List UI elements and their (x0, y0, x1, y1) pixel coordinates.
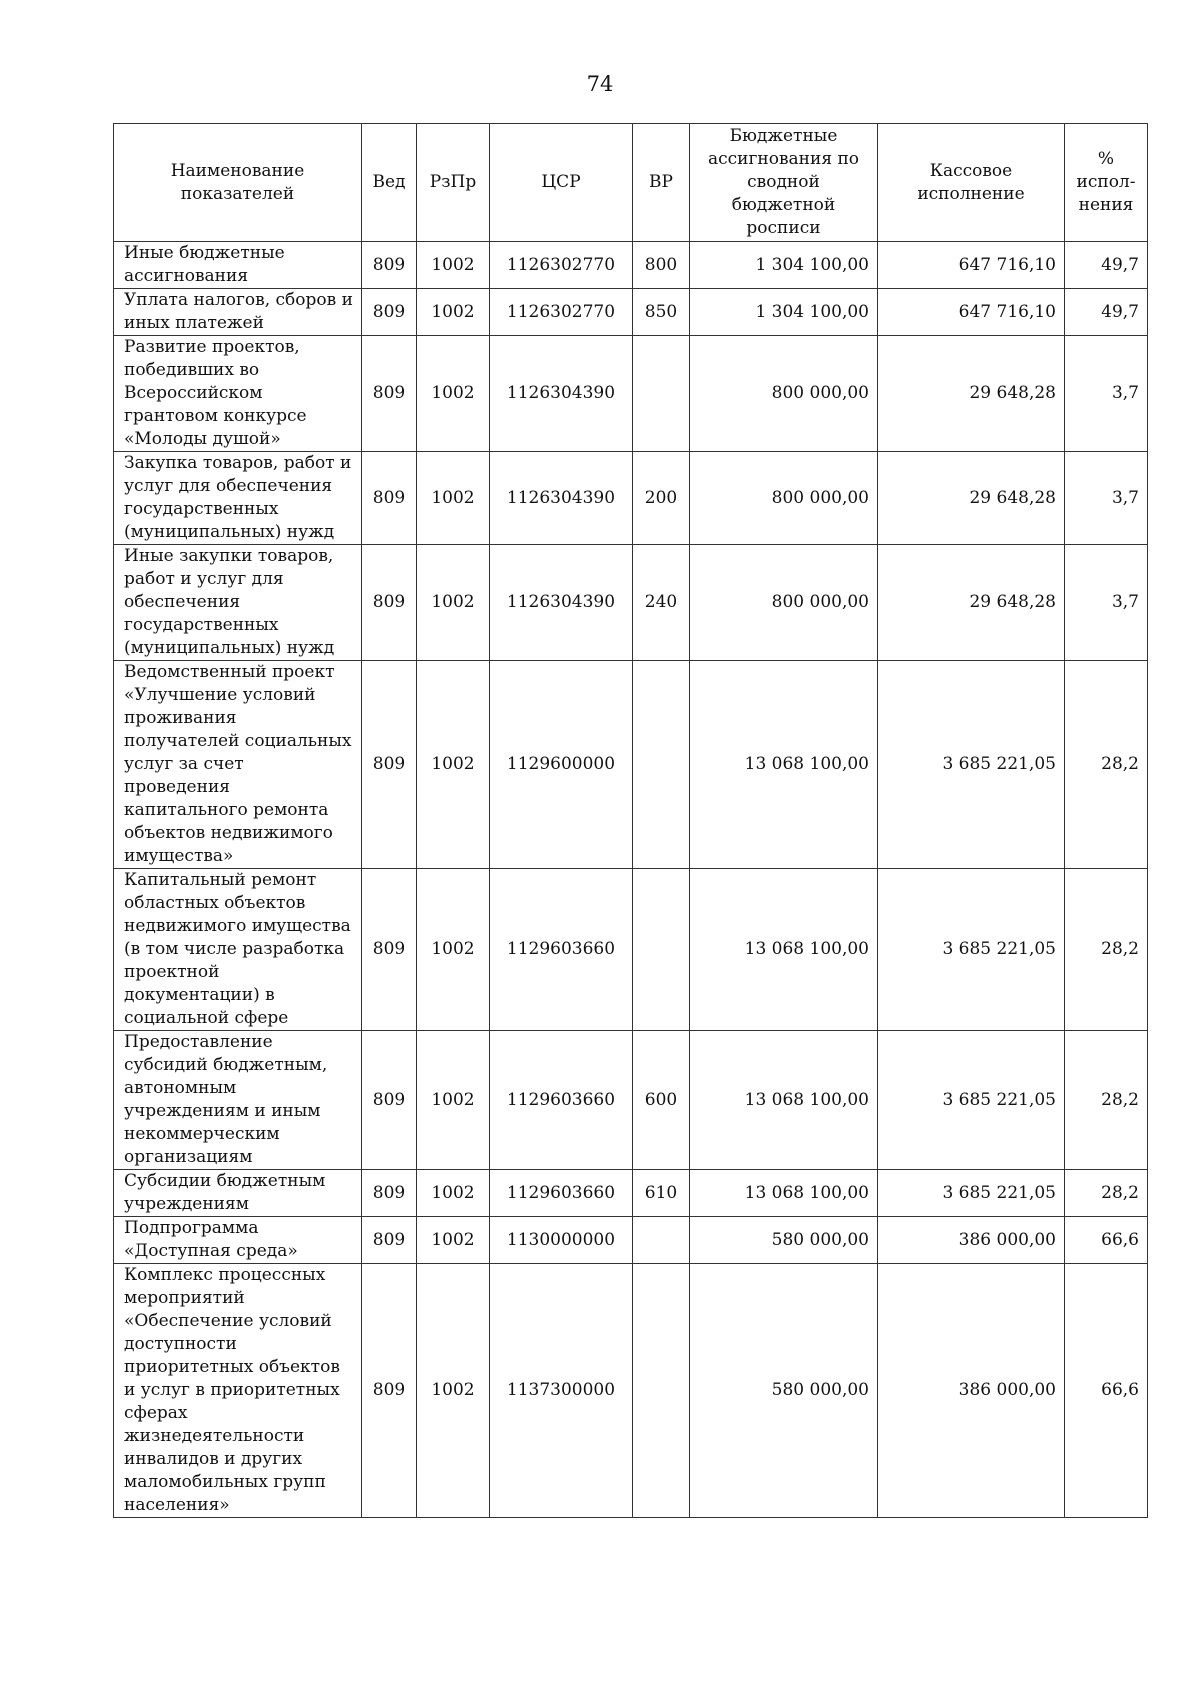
cell-vr (633, 661, 690, 869)
cell-csr: 1126304390 (490, 545, 633, 661)
cell-csr: 1126304390 (490, 452, 633, 545)
cell-name: Иные закупки товаров, работ и услуг для обеспечения государственных (муниципальных) нужд (114, 545, 362, 661)
header-csr: ЦСР (490, 124, 633, 242)
table-row (114, 1217, 1148, 1264)
cell-percent: 49,7 (1065, 242, 1148, 289)
table-row (114, 289, 1148, 336)
cell-ved: 809 (362, 869, 417, 1031)
cell-allocations: 580 000,00 (690, 1264, 878, 1518)
cell-percent: 3,7 (1065, 336, 1148, 452)
cell-csr: 1129603660 (490, 869, 633, 1031)
cell-allocations: 580 000,00 (690, 1217, 878, 1264)
cell-cash: 647 716,10 (878, 289, 1065, 336)
cell-percent: 3,7 (1065, 545, 1148, 661)
cell-cash: 29 648,28 (878, 545, 1065, 661)
cell-rzpr: 1002 (417, 661, 490, 869)
cell-name: Комплекс процессных мероприятий «Обеспечение условий доступности приоритетных объектов и услуг в приоритетных сферах жизнедеятельности инвалидов и других маломобильных групп населения» (114, 1264, 362, 1518)
table-row (114, 452, 1148, 545)
table-row (114, 545, 1148, 661)
cell-name: Закупка товаров, работ и услуг для обеспечения государственных (муниципальных) нужд (114, 452, 362, 545)
header-ved: Вед (362, 124, 417, 242)
cell-cash: 386 000,00 (878, 1217, 1065, 1264)
cell-name: Иные бюджетные ассигнования (114, 242, 362, 289)
cell-csr: 1126304390 (490, 336, 633, 452)
cell-name: Ведомственный проект «Улучшение условий проживания получателей социальных услуг за счет проведения капитального ремонта объектов недвижимого имущества» (114, 661, 362, 869)
cell-allocations: 13 068 100,00 (690, 869, 878, 1031)
cell-vr (633, 869, 690, 1031)
cell-allocations: 800 000,00 (690, 545, 878, 661)
header-cash: Кассовое исполнение (878, 124, 1065, 242)
cell-ved: 809 (362, 289, 417, 336)
cell-allocations: 1 304 100,00 (690, 242, 878, 289)
cell-cash: 3 685 221,05 (878, 1031, 1065, 1170)
cell-cash: 647 716,10 (878, 242, 1065, 289)
table-row (114, 869, 1148, 1031)
cell-csr: 1137300000 (490, 1264, 633, 1518)
cell-csr: 1129603660 (490, 1031, 633, 1170)
cell-ved: 809 (362, 242, 417, 289)
cell-allocations: 800 000,00 (690, 452, 878, 545)
cell-name: Капитальный ремонт областных объектов недвижимого имущества (в том числе разработка проектной документации) в социальной сфере (114, 869, 362, 1031)
header-rzpr: РзПр (417, 124, 490, 242)
cell-percent: 3,7 (1065, 452, 1148, 545)
cell-rzpr: 1002 (417, 545, 490, 661)
cell-percent: 28,2 (1065, 1170, 1148, 1217)
cell-name: Подпрограмма «Доступная среда» (114, 1217, 362, 1264)
cell-csr: 1129600000 (490, 661, 633, 869)
cell-ved: 809 (362, 661, 417, 869)
cell-ved: 809 (362, 1170, 417, 1217)
cell-csr: 1126302770 (490, 289, 633, 336)
cell-ved: 809 (362, 1031, 417, 1170)
cell-cash: 3 685 221,05 (878, 661, 1065, 869)
cell-name: Уплата налогов, сборов и иных платежей (114, 289, 362, 336)
cell-csr: 1126302770 (490, 242, 633, 289)
cell-name: Субсидии бюджетным учреждениям (114, 1170, 362, 1217)
table-row (114, 1170, 1148, 1217)
cell-percent: 28,2 (1065, 1031, 1148, 1170)
cell-ved: 809 (362, 452, 417, 545)
cell-vr (633, 1264, 690, 1518)
cell-rzpr: 1002 (417, 452, 490, 545)
cell-vr: 800 (633, 242, 690, 289)
cell-ved: 809 (362, 336, 417, 452)
cell-cash: 3 685 221,05 (878, 869, 1065, 1031)
cell-vr: 600 (633, 1031, 690, 1170)
cell-allocations: 13 068 100,00 (690, 661, 878, 869)
cell-vr: 610 (633, 1170, 690, 1217)
table-header-row (114, 124, 1148, 242)
cell-ved: 809 (362, 545, 417, 661)
header-percent: % испол-нения (1065, 124, 1148, 242)
cell-percent: 66,6 (1065, 1217, 1148, 1264)
cell-name: Предоставление субсидий бюджетным, автономным учреждениям и иным некоммерческим организациям (114, 1031, 362, 1170)
header-name: Наименование показателей (114, 124, 362, 242)
cell-rzpr: 1002 (417, 869, 490, 1031)
cell-rzpr: 1002 (417, 1170, 490, 1217)
cell-allocations: 13 068 100,00 (690, 1031, 878, 1170)
table-row (114, 336, 1148, 452)
table-row (114, 661, 1148, 869)
cell-rzpr: 1002 (417, 289, 490, 336)
cell-vr: 850 (633, 289, 690, 336)
cell-cash: 3 685 221,05 (878, 1170, 1065, 1217)
cell-csr: 1129603660 (490, 1170, 633, 1217)
cell-cash: 29 648,28 (878, 336, 1065, 452)
cell-allocations: 1 304 100,00 (690, 289, 878, 336)
table-row (114, 1031, 1148, 1170)
budget-execution-table (113, 123, 1148, 1518)
cell-csr: 1130000000 (490, 1217, 633, 1264)
table-body (114, 242, 1148, 1518)
header-vr: ВР (633, 124, 690, 242)
cell-allocations: 800 000,00 (690, 336, 878, 452)
cell-rzpr: 1002 (417, 1217, 490, 1264)
table-row (114, 1264, 1148, 1518)
page-number: 74 (586, 72, 614, 96)
cell-vr: 240 (633, 545, 690, 661)
cell-percent: 66,6 (1065, 1264, 1148, 1518)
header-allocations: Бюджетные ассигнования по сводной бюджетной росписи (690, 124, 878, 242)
cell-rzpr: 1002 (417, 336, 490, 452)
cell-allocations: 13 068 100,00 (690, 1170, 878, 1217)
cell-name: Развитие проектов, победивших во Всероссийском грантовом конкурсе «Молоды душой» (114, 336, 362, 452)
cell-rzpr: 1002 (417, 1264, 490, 1518)
cell-vr: 200 (633, 452, 690, 545)
cell-vr (633, 336, 690, 452)
cell-ved: 809 (362, 1217, 417, 1264)
cell-percent: 28,2 (1065, 661, 1148, 869)
cell-vr (633, 1217, 690, 1264)
cell-cash: 386 000,00 (878, 1264, 1065, 1518)
cell-percent: 49,7 (1065, 289, 1148, 336)
cell-rzpr: 1002 (417, 242, 490, 289)
cell-ved: 809 (362, 1264, 417, 1518)
table-row (114, 242, 1148, 289)
cell-rzpr: 1002 (417, 1031, 490, 1170)
cell-cash: 29 648,28 (878, 452, 1065, 545)
cell-percent: 28,2 (1065, 869, 1148, 1031)
